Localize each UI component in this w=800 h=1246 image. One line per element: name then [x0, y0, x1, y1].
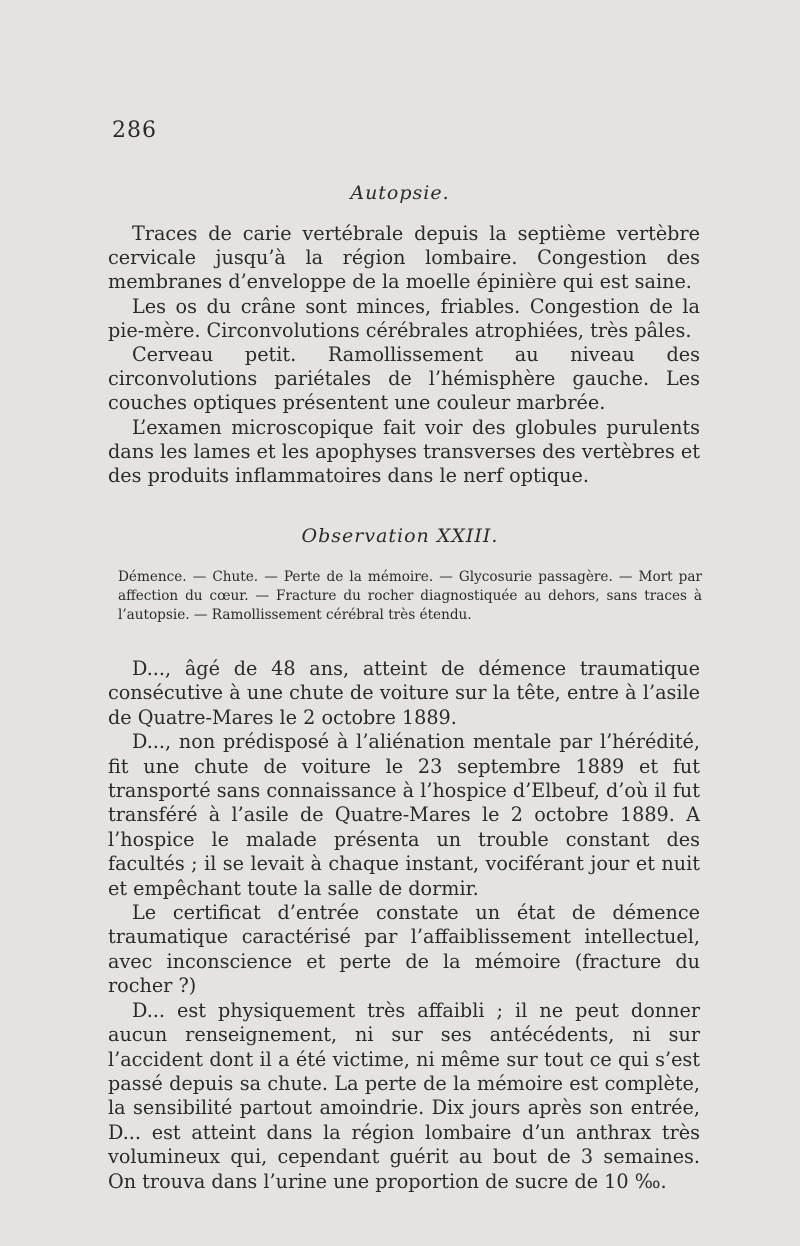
- observation-summary: Démence. — Chute. — Perte de la mémoire. — Glycosurie passagère. — Mort par affection du cœur. — Fracture du rocher diagnostiquée au dehors, sans traces à l’autopsie. — Ramollissement cérébral très étendu.: [118, 569, 702, 623]
- section-heading-observation: Observation XXIII.: [301, 525, 499, 547]
- observation-text-block: [108, 657, 700, 1194]
- observation-paragraph: D..., âgé de 48 ans, atteint de démence traumatique consécutive à une chute de voiture sur la tête, entre à l’asile de Quatre-Mares le 2 octobre 1889.: [108, 657, 700, 729]
- observation-paragraph: D..., non prédisposé à l’aliénation mentale par l’hérédité, fit une chute de voiture le 23 septembre 1889 et fut transporté sans connaissance à l’hospice d’Elbeuf, d’où il fut transféré à l’asile de Quatre-Mares le 2 octobre 1889. A l’hospice le malade présenta un trouble constant des facultés ; il se levait à chaque instant, vociférant jour et nuit et empêchant toute la salle de dormir.: [108, 730, 700, 900]
- observation-paragraph: D... est physiquement très affaibli ; il ne peut donner aucun renseignement, ni sur ses antécédents, ni sur l’accident dont il a été victime, ni même sur tout ce qui s’est passé depuis sa chute. La perte de la mémoire est complète, la sensibilité partout amoindrie. Dix jours après son entrée, D... est atteint dans la région lombaire d’un anthrax très volumineux qui, cependant guérit au bout de 3 semaines. On trouva dans l’urine une proportion de sucre de 10 ‰.: [108, 998, 700, 1193]
- autopsie-paragraph: L’examen microscopique fait voir des globules purulents dans les lames et les apophyses transverses des vertèbres et des produits inflammatoires dans le nerf optique.: [108, 415, 700, 488]
- autopsie-text-block: [108, 222, 700, 488]
- autopsie-paragraph: Traces de carie vertébrale depuis la septième vertèbre cervicale jusqu’à la région lombaire. Congestion des membranes d’enveloppe de la moelle épinière qui est saine.: [108, 222, 700, 294]
- observation-paragraph: Le certificat d’entrée constate un état de démence traumatique caractérisé par l’affaiblissement intellectuel, avec inconscience et perte de la mémoire (fracture du rocher ?): [108, 901, 700, 998]
- section-heading-autopsie: Autopsie.: [350, 182, 450, 204]
- page-number: 286: [112, 118, 157, 143]
- autopsie-paragraph: Cerveau petit. Ramollissement au niveau des circonvolutions pariétales de l’hémisphère gauche. Les couches optiques présentent une couleur marbrée.: [108, 343, 700, 415]
- autopsie-paragraph: Les os du crâne sont minces, friables. Congestion de la pie-mère. Circonvolutions cérébrales atrophiées, très pâles.: [108, 294, 700, 342]
